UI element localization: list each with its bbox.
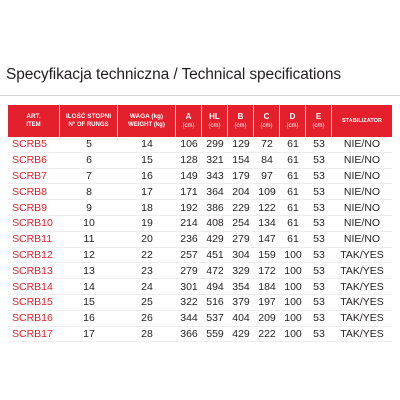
cell-c: 147 bbox=[254, 232, 280, 248]
cell-stabilizator: NIE/NO bbox=[332, 137, 392, 153]
cell-b: 404 bbox=[228, 311, 254, 327]
cell-b: 229 bbox=[228, 200, 254, 216]
cell-d: 100 bbox=[280, 295, 306, 311]
cell-rungs: 11 bbox=[60, 232, 118, 248]
cell-a: 171 bbox=[176, 184, 202, 200]
cell-e: 53 bbox=[306, 184, 332, 200]
cell-item: SCRB17 bbox=[8, 327, 60, 343]
spec-table bbox=[8, 105, 392, 342]
cell-stabilizator: NIE/NO bbox=[332, 232, 392, 248]
cell-hl: 516 bbox=[202, 295, 228, 311]
cell-b: 429 bbox=[228, 327, 254, 343]
cell-c: 197 bbox=[254, 295, 280, 311]
cell-stabilizator: NIE/NO bbox=[332, 216, 392, 232]
page-title: Specyfikacja techniczna / Technical specifications bbox=[6, 66, 342, 83]
cell-rungs: 10 bbox=[60, 216, 118, 232]
cell-a: 128 bbox=[176, 153, 202, 169]
header-c-line2: (cm) bbox=[260, 122, 273, 129]
cell-d: 61 bbox=[280, 153, 306, 169]
cell-weight: 26 bbox=[118, 311, 176, 327]
cell-item: SCRB7 bbox=[8, 169, 60, 185]
table-row bbox=[8, 248, 392, 264]
cell-weight: 25 bbox=[118, 295, 176, 311]
cell-e: 53 bbox=[306, 248, 332, 264]
cell-stabilizator: NIE/NO bbox=[332, 200, 392, 216]
header-c-line1: C bbox=[263, 111, 270, 121]
header-c bbox=[254, 105, 280, 137]
cell-stabilizator: TAK/YES bbox=[332, 279, 392, 295]
cell-b: 279 bbox=[228, 232, 254, 248]
cell-d: 61 bbox=[280, 169, 306, 185]
cell-weight: 14 bbox=[118, 137, 176, 153]
header-hl bbox=[202, 105, 228, 137]
cell-a: 257 bbox=[176, 248, 202, 264]
header-d-line1: D bbox=[289, 111, 296, 121]
header-item-line1: ART. bbox=[26, 113, 41, 120]
cell-weight: 20 bbox=[118, 232, 176, 248]
cell-item: SCRB15 bbox=[8, 295, 60, 311]
cell-a: 279 bbox=[176, 263, 202, 279]
cell-d: 61 bbox=[280, 137, 306, 153]
table-row bbox=[8, 216, 392, 232]
cell-weight: 15 bbox=[118, 153, 176, 169]
cell-e: 53 bbox=[306, 153, 332, 169]
header-b-line2: (cm) bbox=[234, 122, 247, 129]
cell-hl: 537 bbox=[202, 311, 228, 327]
cell-d: 100 bbox=[280, 279, 306, 295]
cell-stabilizator: NIE/NO bbox=[332, 153, 392, 169]
header-row bbox=[8, 105, 392, 137]
cell-rungs: 5 bbox=[60, 137, 118, 153]
cell-a: 322 bbox=[176, 295, 202, 311]
cell-e: 53 bbox=[306, 279, 332, 295]
cell-e: 53 bbox=[306, 216, 332, 232]
header-d bbox=[280, 105, 306, 137]
cell-rungs: 17 bbox=[60, 327, 118, 343]
cell-e: 53 bbox=[306, 232, 332, 248]
header-b bbox=[228, 105, 254, 137]
header-rungs-line1: ILOŚĆ STOPNI bbox=[66, 113, 111, 120]
header-hl-line1: HL bbox=[209, 111, 220, 121]
header-rungs-line2: N° OF RUNGS bbox=[68, 122, 109, 128]
header-item-line2: ITEM bbox=[26, 122, 41, 128]
cell-c: 172 bbox=[254, 263, 280, 279]
cell-rungs: 16 bbox=[60, 311, 118, 327]
table-row bbox=[8, 295, 392, 311]
table-row bbox=[8, 184, 392, 200]
cell-a: 106 bbox=[176, 137, 202, 153]
header-b-line1: B bbox=[237, 111, 244, 121]
cell-hl: 451 bbox=[202, 248, 228, 264]
cell-rungs: 7 bbox=[60, 169, 118, 185]
cell-rungs: 6 bbox=[60, 153, 118, 169]
table-row bbox=[8, 169, 392, 185]
cell-e: 53 bbox=[306, 295, 332, 311]
cell-b: 304 bbox=[228, 248, 254, 264]
cell-hl: 494 bbox=[202, 279, 228, 295]
spec-table-header bbox=[8, 105, 392, 137]
spec-table-body bbox=[8, 137, 392, 342]
cell-item: SCRB10 bbox=[8, 216, 60, 232]
table-row bbox=[8, 327, 392, 343]
cell-d: 100 bbox=[280, 263, 306, 279]
cell-a: 214 bbox=[176, 216, 202, 232]
cell-stabilizator: TAK/YES bbox=[332, 311, 392, 327]
cell-c: 222 bbox=[254, 327, 280, 343]
cell-b: 354 bbox=[228, 279, 254, 295]
cell-hl: 429 bbox=[202, 232, 228, 248]
cell-hl: 472 bbox=[202, 263, 228, 279]
cell-d: 100 bbox=[280, 327, 306, 343]
header-e-line1: E bbox=[315, 111, 322, 121]
cell-e: 53 bbox=[306, 327, 332, 343]
cell-c: 209 bbox=[254, 311, 280, 327]
cell-rungs: 15 bbox=[60, 295, 118, 311]
cell-weight: 17 bbox=[118, 184, 176, 200]
cell-b: 179 bbox=[228, 169, 254, 185]
cell-d: 100 bbox=[280, 311, 306, 327]
header-d-line2: (cm) bbox=[286, 122, 299, 129]
cell-hl: 299 bbox=[202, 137, 228, 153]
cell-stabilizator: TAK/YES bbox=[332, 327, 392, 343]
cell-weight: 19 bbox=[118, 216, 176, 232]
header-a-line1: A bbox=[185, 111, 192, 121]
cell-item: SCRB5 bbox=[8, 137, 60, 153]
cell-hl: 343 bbox=[202, 169, 228, 185]
cell-weight: 23 bbox=[118, 263, 176, 279]
cell-a: 192 bbox=[176, 200, 202, 216]
title-divider bbox=[0, 95, 400, 96]
cell-rungs: 14 bbox=[60, 279, 118, 295]
cell-d: 61 bbox=[280, 184, 306, 200]
cell-item: SCRB16 bbox=[8, 311, 60, 327]
header-stabilizator bbox=[332, 105, 392, 137]
table-row bbox=[8, 263, 392, 279]
cell-item: SCRB6 bbox=[8, 153, 60, 169]
cell-c: 159 bbox=[254, 248, 280, 264]
cell-e: 53 bbox=[306, 263, 332, 279]
cell-b: 154 bbox=[228, 153, 254, 169]
header-e bbox=[306, 105, 332, 137]
header-weight bbox=[118, 105, 176, 137]
cell-item: SCRB14 bbox=[8, 279, 60, 295]
cell-a: 236 bbox=[176, 232, 202, 248]
cell-b: 379 bbox=[228, 295, 254, 311]
cell-stabilizator: NIE/NO bbox=[332, 169, 392, 185]
header-a bbox=[176, 105, 202, 137]
table-row bbox=[8, 279, 392, 295]
header-rungs bbox=[60, 105, 118, 137]
cell-c: 84 bbox=[254, 153, 280, 169]
cell-e: 53 bbox=[306, 169, 332, 185]
cell-c: 109 bbox=[254, 184, 280, 200]
cell-e: 53 bbox=[306, 311, 332, 327]
cell-item: SCRB11 bbox=[8, 232, 60, 248]
cell-hl: 386 bbox=[202, 200, 228, 216]
cell-rungs: 12 bbox=[60, 248, 118, 264]
cell-weight: 22 bbox=[118, 248, 176, 264]
header-hl-line2: (cm) bbox=[208, 122, 221, 129]
cell-a: 366 bbox=[176, 327, 202, 343]
header-stabilizator-line1: STABILIZATOR bbox=[341, 118, 383, 124]
table-row bbox=[8, 311, 392, 327]
cell-item: SCRB13 bbox=[8, 263, 60, 279]
cell-c: 97 bbox=[254, 169, 280, 185]
cell-b: 129 bbox=[228, 137, 254, 153]
cell-a: 344 bbox=[176, 311, 202, 327]
header-weight-line2: WEIGHT (kg) bbox=[128, 122, 165, 128]
table-row bbox=[8, 232, 392, 248]
cell-a: 149 bbox=[176, 169, 202, 185]
cell-c: 184 bbox=[254, 279, 280, 295]
cell-e: 53 bbox=[306, 137, 332, 153]
header-weight-line1: WAGA (kg) bbox=[129, 113, 164, 120]
cell-weight: 16 bbox=[118, 169, 176, 185]
cell-stabilizator: TAK/YES bbox=[332, 295, 392, 311]
cell-weight: 28 bbox=[118, 327, 176, 343]
cell-rungs: 13 bbox=[60, 263, 118, 279]
cell-weight: 18 bbox=[118, 200, 176, 216]
cell-hl: 559 bbox=[202, 327, 228, 343]
cell-weight: 24 bbox=[118, 279, 176, 295]
cell-d: 61 bbox=[280, 216, 306, 232]
cell-hl: 364 bbox=[202, 184, 228, 200]
cell-rungs: 9 bbox=[60, 200, 118, 216]
cell-d: 61 bbox=[280, 232, 306, 248]
cell-stabilizator: TAK/YES bbox=[332, 248, 392, 264]
table-row bbox=[8, 137, 392, 153]
cell-stabilizator: NIE/NO bbox=[332, 184, 392, 200]
cell-d: 100 bbox=[280, 248, 306, 264]
header-a-line2: (cm) bbox=[182, 122, 195, 129]
cell-c: 134 bbox=[254, 216, 280, 232]
cell-stabilizator: TAK/YES bbox=[332, 263, 392, 279]
cell-c: 72 bbox=[254, 137, 280, 153]
cell-e: 53 bbox=[306, 200, 332, 216]
cell-b: 329 bbox=[228, 263, 254, 279]
cell-item: SCRB9 bbox=[8, 200, 60, 216]
table-row bbox=[8, 153, 392, 169]
cell-hl: 408 bbox=[202, 216, 228, 232]
table-row bbox=[8, 200, 392, 216]
cell-a: 301 bbox=[176, 279, 202, 295]
cell-b: 204 bbox=[228, 184, 254, 200]
header-e-line2: (cm) bbox=[312, 122, 325, 129]
cell-item: SCRB8 bbox=[8, 184, 60, 200]
cell-hl: 321 bbox=[202, 153, 228, 169]
cell-item: SCRB12 bbox=[8, 248, 60, 264]
header-item bbox=[8, 105, 60, 137]
cell-c: 122 bbox=[254, 200, 280, 216]
cell-b: 254 bbox=[228, 216, 254, 232]
cell-rungs: 8 bbox=[60, 184, 118, 200]
cell-d: 61 bbox=[280, 200, 306, 216]
